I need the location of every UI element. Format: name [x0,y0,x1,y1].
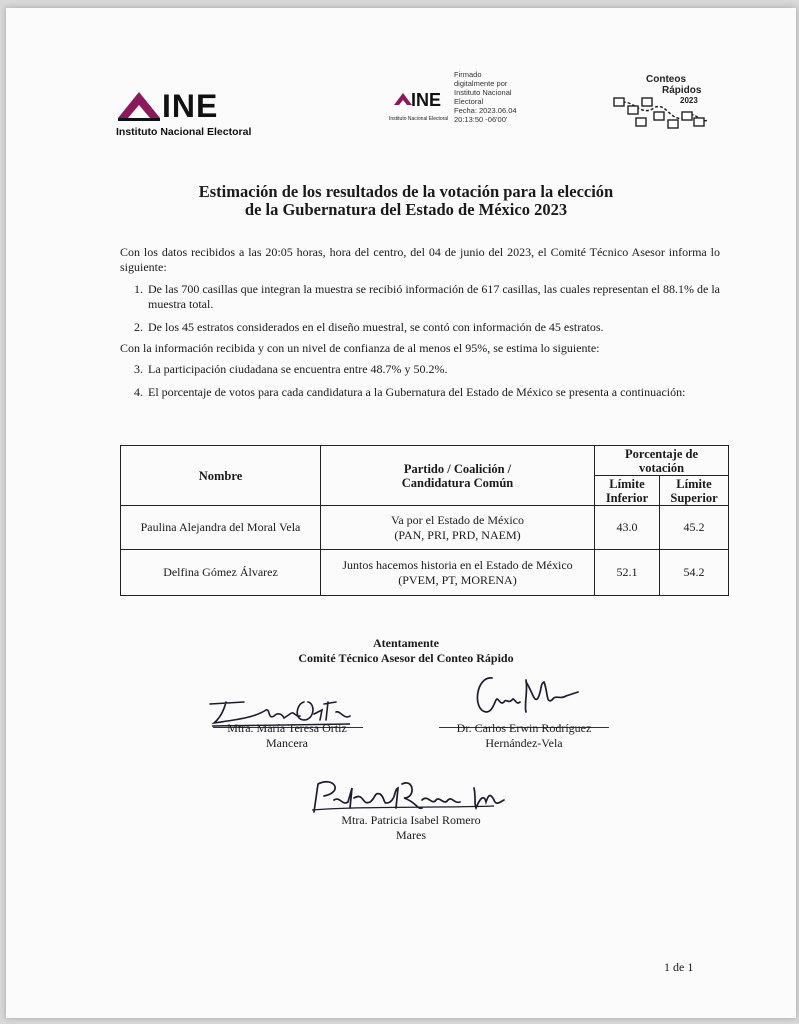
header-porcentaje: Porcentaje de votación [595,446,729,476]
signatory-name: Mtra. María Teresa Ortiz [227,721,347,735]
lower-limit: 43.0 [595,506,660,550]
party-members: (PAN, PRI, PRD, NAEM) [394,527,521,542]
header-nombre: Nombre [121,446,321,506]
title-line2: de la Gubernatura del Estado de México 2023 [244,200,568,219]
stamp-line: Fecha: 2023.06.04 [454,106,517,115]
header-limite-superior: Límite Superior [660,476,729,506]
conteos-title-line2: Rápidos [662,85,702,96]
candidate-name: Paulina Alejandra del Moral Vela [121,506,321,550]
signatory-surname: Mares [396,828,426,842]
upper-limit: 54.2 [660,550,729,596]
header-limite-inferior: Límite Inferior [595,476,660,506]
signatory-surname: Hernández-Vela [485,736,563,750]
party-cell [321,506,595,550]
signatory-romero [316,813,506,843]
party-name: Va por el Estado de México [391,512,524,527]
candidate-name: Delfina Gómez Álvarez [121,550,321,596]
ine-small-logo [389,88,459,128]
list-text: El porcentaje de votos para cada candidatura a la Gubernatura del Estado de México se presenta a continuación: [148,385,686,399]
ine-small-subtitle: Instituto Nacional Electoral [389,116,449,122]
stamp-line: Instituto Nacional [454,88,512,97]
stamp-line: Electoral [454,97,484,106]
conteos-title-year: 2023 [680,96,698,105]
list-number: 1. [134,282,143,296]
title-line1: Estimación de los resultados de la votación para la elección [198,182,614,201]
conteos-rapidos-logo [612,74,712,144]
document-page [6,8,796,1018]
table-row [121,550,729,596]
stamp-line: Firmado [454,70,482,79]
list-number: 3. [134,362,143,376]
list-item [134,320,720,335]
signatory-rodriguez [434,721,614,751]
signature-rodriguez [468,670,588,720]
confidence-paragraph: Con la información recibida y con un nivel de confianza de al menos el 95%, se estima lo siguiente: [120,341,600,355]
table-row [121,506,729,550]
list-number: 2. [134,320,143,334]
document-title [106,183,706,219]
intro-paragraph: Con los datos recibidos a las 20:05 horas, hora del centro, del 04 de junio del 2023, el Comité Técnico Asesor informa lo siguiente: [120,245,720,274]
list-text: La participación ciudadana se encuentra entre 48.7% y 50.2%. [148,362,448,376]
list-item [134,282,720,312]
list-item [134,385,720,400]
ine-subtitle: Instituto Nacional Electoral [116,126,252,138]
header-partido: Partido / Coalición / Candidatura Común [321,446,595,506]
results-table [120,445,729,596]
party-name: Juntos hacemos historia en el Estado de México [342,557,573,572]
conteos-title-line1: Conteos [646,74,686,85]
signature-romero [304,772,524,818]
digital-signature-stamp [454,70,529,124]
party-members: (PVEM, PT, MORENA) [398,572,517,587]
ine-emblem-icon [116,90,162,124]
stamp-line: digitalmente por [454,79,508,88]
closing-committee: Comité Técnico Asesor del Conteo Rápido [298,651,514,665]
party-cell [321,550,595,596]
list-text: De los 45 estratos considerados en el diseño muestral, se contó con información de 45 estratos. [148,320,604,334]
signatory-name: Dr. Carlos Erwin Rodríguez [456,721,592,735]
ine-small-wordmark: INE [411,90,442,110]
lower-limit: 52.1 [595,550,660,596]
signatory-surname: Mancera [266,736,308,750]
ballot-boxes-icon [612,86,712,144]
ine-logo [114,90,274,140]
signatory-ortiz [202,721,372,751]
signatory-name: Mtra. Patricia Isabel Romero [341,813,481,827]
ine-wordmark: INE [162,88,219,124]
list-number: 4. [134,385,143,399]
closing-atentamente: Atentamente [373,636,439,650]
page-number: 1 de 1 [664,960,694,974]
ine-small-emblem-icon [393,92,413,108]
upper-limit: 45.2 [660,506,729,550]
stamp-line: 20:13:50 -06'00' [454,115,508,124]
list-item [134,362,720,377]
list-text: De las 700 casillas que integran la muestra se recibió información de 617 casillas, las cuales representan el 88.1% de la muestra total. [148,282,720,311]
